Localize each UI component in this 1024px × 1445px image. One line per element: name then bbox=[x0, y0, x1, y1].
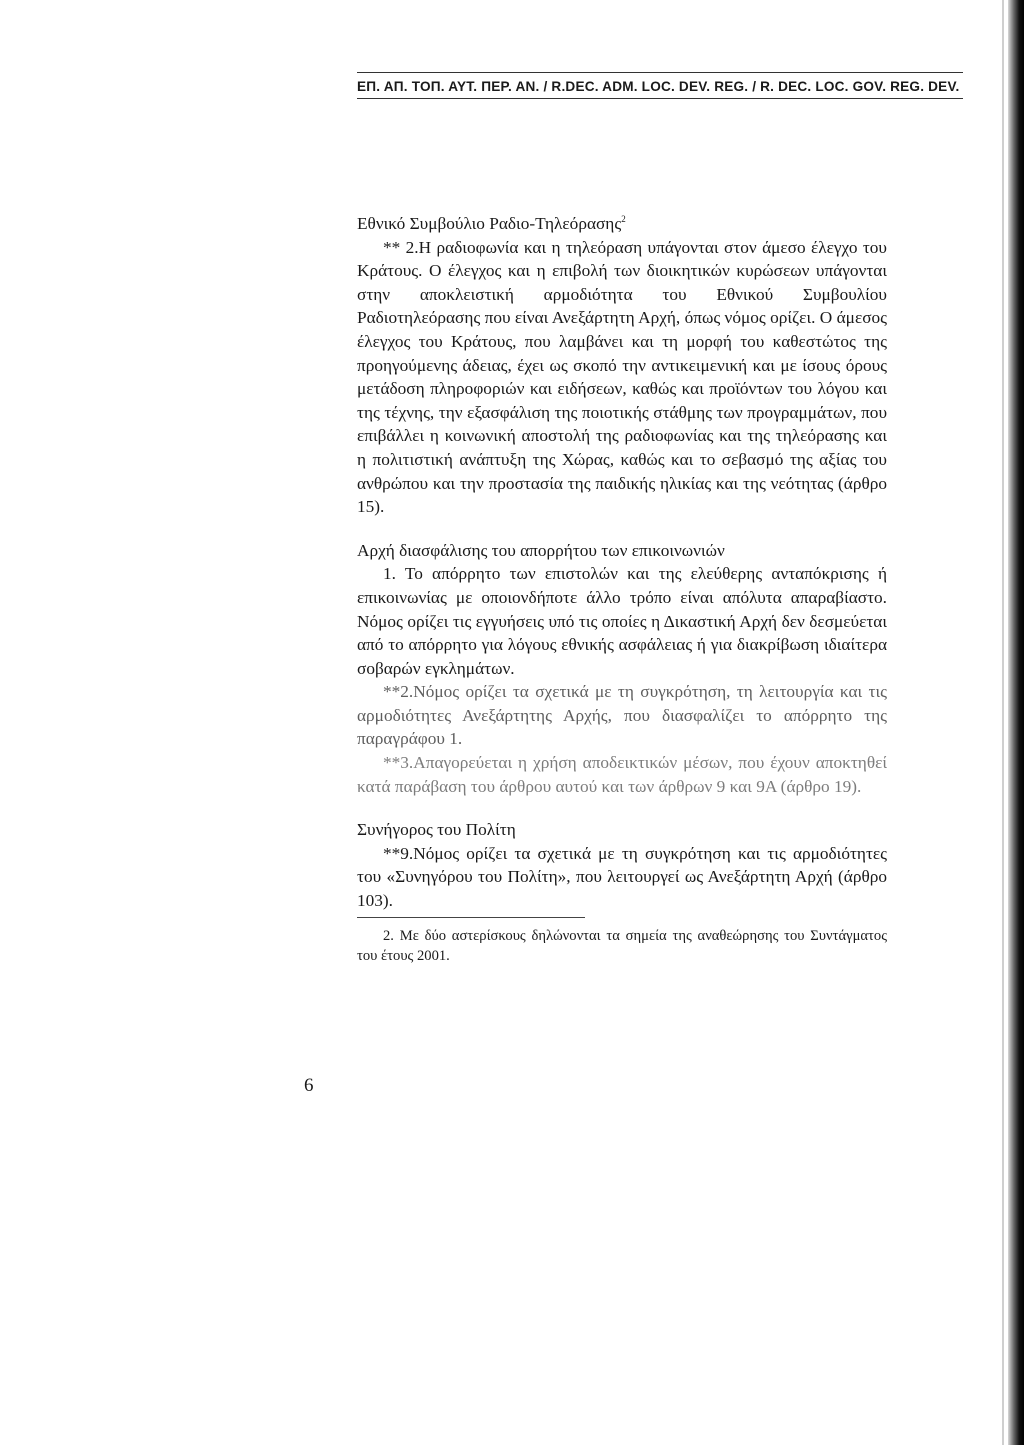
section-privacy bbox=[357, 539, 887, 799]
body-paragraph: **3.Απαγορεύεται η χρήση αποδεικτικών μέσων, που έχουν αποκτηθεί κατά παράβαση του άρθρου αυτού και των άρθρων 9 και 9Α (άρθρο 19). bbox=[357, 753, 887, 796]
section-broadcasting bbox=[357, 212, 887, 519]
section-heading: Συνήγορος του Πολίτη bbox=[357, 820, 516, 840]
page-content bbox=[357, 212, 887, 966]
footnote-ref: 2 bbox=[621, 214, 626, 225]
page-edge-shadow bbox=[1008, 0, 1024, 1445]
page-edge-line bbox=[1002, 0, 1004, 1445]
body-paragraph: **2.Νόμος ορίζει τα σχετικά με τη συγκρότηση, τη λειτουργία και τις αρμοδιότητες Ανεξάρτητης Αρχής, που διασφαλίζει το απόρρητο της παραγράφου 1. bbox=[357, 682, 887, 749]
running-title: ΕΠ. ΑΠ. ΤΟΠ. ΑΥΤ. ΠΕΡ. ΑΝ. / R.DEC. ADM. LOC. DEV. REG. / R. DEC. LOC. GOV. REG. DEV. bbox=[357, 79, 960, 94]
body-paragraph: ** 2.Η ραδιοφωνία και η τηλεόραση υπάγονται στον άμεσο έλεγχο του Κράτους. Ο έλεγχος και η επιβολή των διοικητικών κυρώσεων υπάγονται στην αποκλειστική αρμοδιότητα του Εθνικού Συμβουλίου Ραδιοτηλεόρασης που είναι Ανεξάρτητη Αρχή, όπως νόμος ορίζει. Ο άμεσος έλεγχος του Κράτους, που λαμβάνει και τη μορφή του καθεστώτος της προηγούμενης άδειας, έχει ως σκοπό την αντικειμενική και με ίσους όρους μετάδοση πληροφοριών και ειδήσεων, καθώς και προϊόντων του λόγου και της τέχνης, την εξασφάλιση της ποιοτικής στάθμης των προγραμμάτων, που επιβάλλει η κοινωνική αποστολή της ραδιοφωνίας και της τηλεόρασης και η πολιτιστική ανάπτυξη της Χώρας, καθώς και το σεβασμό της αξίας του ανθρώπου και την προστασία της παιδικής ηλικίας και της νεότητας (άρθρο 15). bbox=[357, 237, 887, 517]
running-header bbox=[357, 72, 963, 99]
page-number: 6 bbox=[304, 1075, 314, 1096]
section-ombudsman bbox=[357, 818, 887, 912]
body-paragraph: 1. Το απόρρητο των επιστολών και της ελεύθερης ανταπόκρισης ή επικοινωνίας με οποιονδήποτε άλλο τρόπο είναι απόλυτα απαραβίαστο. Νόμος ορίζει τις εγγυήσεις υπό τις οποίες η Δικαστική Αρχή δεν δεσμεύεται από το απόρρητο για λόγους εθνικής ασφάλειας ή για διακρίβωση ιδιαίτερα σοβαρών εγκλημάτων. bbox=[357, 564, 887, 678]
section-heading bbox=[357, 212, 887, 236]
footnote: 2. Με δύο αστερίσκους δηλώνονται τα σημεία της αναθεώρησης του Συντάγματος του έτους 2001. bbox=[357, 927, 887, 964]
section-heading: Αρχή διασφάλισης του απορρήτου των επικοινωνιών bbox=[357, 540, 725, 560]
body-paragraph: **9.Νόμος ορίζει τα σχετικά με τη συγκρότηση και τις αρμοδιότητες του «Συνηγόρου του Πολίτη», που λειτουργεί ως Ανεξάρτητη Αρχή (άρθρο 103). bbox=[357, 843, 887, 911]
footnote-rule bbox=[357, 917, 585, 918]
heading-text: Εθνικό Συμβούλιο Ραδιο-Τηλεόρασης bbox=[357, 214, 622, 233]
header-rule-bottom bbox=[357, 98, 963, 99]
